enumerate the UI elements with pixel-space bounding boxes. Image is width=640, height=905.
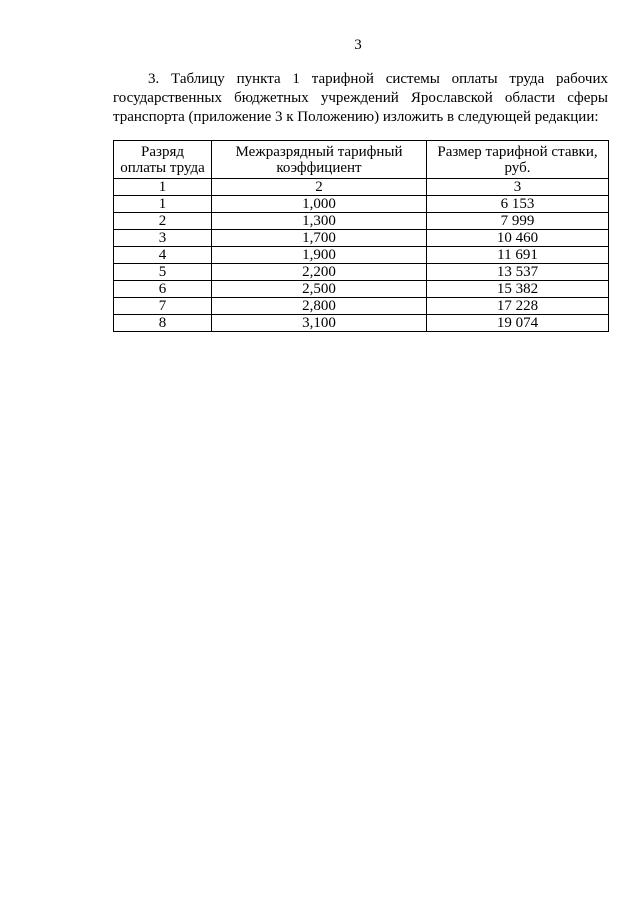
tariff-table	[113, 140, 609, 332]
table-row	[114, 298, 609, 315]
amendment-paragraph	[113, 70, 608, 127]
rate-cell: 17 228	[427, 298, 609, 315]
header-line: Размер тарифной ставки,	[437, 144, 598, 160]
grade-cell: 7	[114, 298, 212, 315]
paragraph-line: транспорта (приложение 3 к Положению) изложить в следующей редакции:	[113, 109, 599, 125]
coefficient-cell: 1,900	[212, 247, 427, 264]
grade-cell: 6	[114, 281, 212, 298]
table-header-row	[114, 141, 609, 179]
rate-cell: 10 460	[427, 230, 609, 247]
coefficient-cell: 1,700	[212, 230, 427, 247]
table-row	[114, 247, 609, 264]
grade-cell: 5	[114, 264, 212, 281]
rate-cell: 7 999	[427, 213, 609, 230]
rate-cell: 11 691	[427, 247, 609, 264]
coefficient-cell: 2,500	[212, 281, 427, 298]
column-number-cell: 1	[114, 179, 212, 196]
column-number-cell: 3	[427, 179, 609, 196]
paragraph-line: 3. Таблицу пункта 1 тарифной системы оплаты труда рабочих	[148, 71, 608, 87]
grade-cell: 2	[114, 213, 212, 230]
table-row	[114, 264, 609, 281]
rate-cell: 15 382	[427, 281, 609, 298]
column-number-cell: 2	[212, 179, 427, 196]
grade-cell: 4	[114, 247, 212, 264]
grade-cell: 3	[114, 230, 212, 247]
rate-cell: 19 074	[427, 315, 609, 332]
coefficient-cell: 2,800	[212, 298, 427, 315]
column-number-row	[114, 179, 609, 196]
header-line: Межразрядный тарифный	[235, 144, 403, 160]
table-row	[114, 230, 609, 247]
header-line: оплаты труда	[120, 160, 205, 176]
coefficient-cell: 2,200	[212, 264, 427, 281]
table-row	[114, 315, 609, 332]
page-number: 3	[354, 37, 362, 53]
coefficient-cell: 1,300	[212, 213, 427, 230]
table-row	[114, 213, 609, 230]
header-cell-coefficient	[212, 141, 427, 179]
paragraph-line: государственных бюджетных учреждений Ярославской области сферы	[113, 90, 608, 106]
grade-cell: 8	[114, 315, 212, 332]
rate-cell: 6 153	[427, 196, 609, 213]
header-line: Разряд	[141, 144, 184, 160]
table-row	[114, 281, 609, 298]
grade-cell: 1	[114, 196, 212, 213]
header-line: коэффициент	[276, 160, 362, 176]
table-row	[114, 196, 609, 213]
rate-cell: 13 537	[427, 264, 609, 281]
coefficient-cell: 1,000	[212, 196, 427, 213]
header-line: руб.	[504, 160, 531, 176]
header-cell-grade	[114, 141, 212, 179]
header-cell-rate	[427, 141, 609, 179]
coefficient-cell: 3,100	[212, 315, 427, 332]
